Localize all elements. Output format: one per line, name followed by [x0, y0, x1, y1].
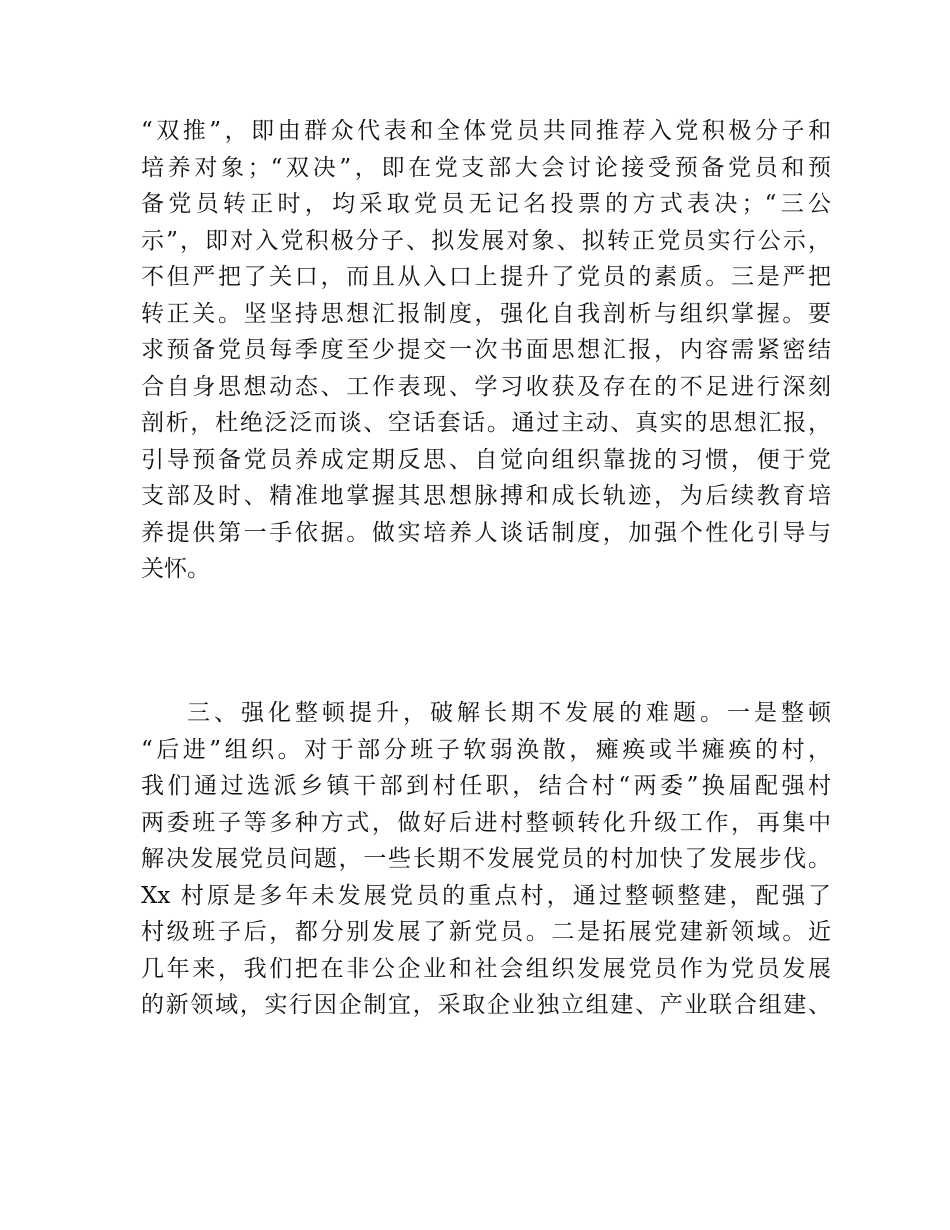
paragraph-line: 示”，即对入党积极分子、拟发展对象、拟转正党员实行公示， — [141, 227, 831, 254]
paragraph-line: 村级班子后，都分别发展了新党员。二是拓展党建新领域。近 — [141, 919, 831, 945]
paragraph-line: 养提供第一手依据。做实培养人谈话制度，加强个性化引导与 — [141, 519, 831, 546]
paragraph-line: 备党员转正时，均采取党员无记名投票的方式表决；“三公 — [141, 191, 831, 217]
paragraph-line: 合自身思想动态、工作表现、学习收获及存在的不足进行深刻 — [141, 373, 831, 400]
paragraph-line: 剖析，杜绝泛泛而谈、空话套话。通过主动、真实的思想汇报， — [141, 410, 831, 436]
paragraph-line: “后进”组织。对于部分班子软弱涣散，瘫痪或半瘫痪的村， — [141, 736, 831, 763]
paragraph-line: 三、强化整顿提升，破解长期不发展的难题。一是整顿 — [187, 700, 831, 726]
paragraph-line: 我们通过选派乡镇干部到村任职，结合村“两委”换届配强村 — [141, 773, 831, 799]
paragraph-line: Xx 村原是多年未发展党员的重点村，通过整顿整建，配强了 — [141, 882, 831, 909]
paragraph-1 — [141, 113, 831, 588]
paragraph-line: “双推”，即由群众代表和全体党员共同推荐入党积极分子和 — [141, 118, 831, 144]
paragraph-line: 几年来，我们把在非公企业和社会组织发展党员作为党员发展 — [141, 955, 831, 982]
paragraph-line: 支部及时、精准地掌握其思想脉搏和成长轨迹，为后续教育培 — [141, 483, 831, 509]
paragraph-line: 不但严把了关口，而且从入口上提升了党员的素质。三是严把 — [141, 264, 831, 290]
paragraph-line: 引导预备党员养成定期反思、自觉向组织靠拢的习惯，便于党 — [141, 446, 831, 473]
paragraph-line: 转正关。坚坚持思想汇报制度，强化自我剖析与组织掌握。要 — [141, 300, 831, 327]
paragraph-line: 两委班子等多种方式，做好后进村整顿转化升级工作，再集中 — [141, 809, 831, 836]
paragraph-line: 解决发展党员问题，一些长期不发展党员的村加快了发展步伐。 — [141, 846, 831, 872]
paragraph-line: 求预备党员每季度至少提交一次书面思想汇报，内容需紧密结 — [141, 337, 831, 363]
paragraph-line: 培养对象；“双决”，即在党支部大会讨论接受预备党员和预 — [141, 154, 831, 181]
paragraph-line: 关怀。 — [141, 556, 210, 582]
paragraph-2 — [141, 695, 831, 1024]
paragraph-line: 的新领域，实行因企制宜，采取企业独立组建、产业联合组建、 — [141, 992, 831, 1018]
